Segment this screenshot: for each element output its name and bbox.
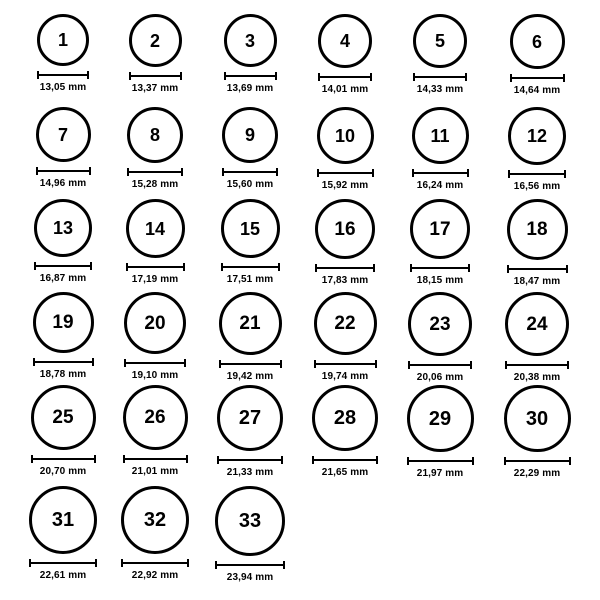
ring-size-entry <box>492 199 582 287</box>
measure-cap-left <box>31 455 33 463</box>
measure-cap-left <box>314 360 316 368</box>
ring-diameter-label: 14,96 mm <box>39 178 87 189</box>
ring-circle <box>508 107 566 165</box>
ring-circle <box>507 199 568 260</box>
ring-diameter-label: 23,94 mm <box>226 572 274 583</box>
ring-circle <box>224 14 277 67</box>
ring-diameter-label: 19,74 mm <box>321 371 369 382</box>
measure-line <box>408 364 472 366</box>
ring-diameter-label: 13,37 mm <box>131 83 179 94</box>
measure-cap-left <box>508 170 510 178</box>
ring-size-label: 15 <box>239 218 261 239</box>
diameter-measure-bar <box>215 561 285 569</box>
ring-size-entry <box>395 385 485 479</box>
measure-line <box>124 362 186 364</box>
ring-circle <box>408 292 472 356</box>
ring-size-label: 16 <box>334 218 356 240</box>
ring-size-entry <box>18 385 108 477</box>
ring-circle <box>124 292 186 354</box>
measure-cap-left <box>412 169 414 177</box>
ring-size-entry <box>205 385 295 478</box>
ring-size-label: 12 <box>526 126 548 146</box>
ring-size-label: 2 <box>149 30 160 51</box>
measure-cap-right <box>563 74 565 82</box>
ring-circle <box>29 486 97 554</box>
measure-cap-left <box>504 457 506 465</box>
ring-circle <box>315 199 375 259</box>
measure-cap-left <box>34 262 36 270</box>
measure-cap-right <box>278 263 280 271</box>
measure-cap-right <box>90 262 92 270</box>
ring-circle <box>314 292 377 355</box>
ring-circle <box>412 107 469 164</box>
ring-circle <box>126 199 185 258</box>
ring-diameter-label: 17,51 mm <box>226 274 274 285</box>
ring-size-entry <box>395 14 485 95</box>
ring-size-label: 24 <box>526 313 548 335</box>
ring-size-entry <box>110 199 200 285</box>
measure-cap-right <box>280 360 282 368</box>
measure-line <box>317 172 374 174</box>
ring-size-entry <box>110 486 200 581</box>
measure-cap-right <box>283 561 285 569</box>
measure-cap-left <box>317 169 319 177</box>
diameter-measure-bar <box>222 168 278 176</box>
measure-cap-right <box>373 264 375 272</box>
diameter-measure-bar <box>34 262 92 270</box>
measure-cap-right <box>181 168 183 176</box>
ring-size-entry <box>395 107 485 191</box>
measure-line <box>412 172 469 174</box>
ring-diameter-label: 16,87 mm <box>39 273 87 284</box>
diameter-measure-bar <box>217 456 283 464</box>
measure-cap-right <box>183 263 185 271</box>
diameter-measure-bar <box>37 71 89 79</box>
ring-diameter-label: 21,97 mm <box>416 468 464 479</box>
measure-cap-left <box>126 263 128 271</box>
ring-diameter-label: 17,83 mm <box>321 275 369 286</box>
measure-line <box>31 458 96 460</box>
ring-size-label: 27 <box>238 407 262 429</box>
measure-cap-left <box>407 457 409 465</box>
measure-cap-right <box>465 73 467 81</box>
measure-cap-left <box>315 264 317 272</box>
measure-line <box>222 171 278 173</box>
ring-size-label: 31 <box>51 509 75 531</box>
diameter-measure-bar <box>36 167 91 175</box>
ring-circle <box>129 14 182 67</box>
measure-cap-right <box>472 457 474 465</box>
ring-diameter-label: 15,92 mm <box>321 180 369 191</box>
measure-cap-right <box>567 361 569 369</box>
measure-cap-left <box>129 72 131 80</box>
measure-line <box>37 74 89 76</box>
measure-cap-left <box>408 361 410 369</box>
measure-line <box>129 75 182 77</box>
ring-circle <box>34 199 92 257</box>
ring-size-label: 19 <box>52 312 74 333</box>
measure-line <box>221 266 280 268</box>
ring-size-label: 18 <box>526 219 548 240</box>
ring-size-entry <box>492 107 582 192</box>
measure-cap-left <box>224 72 226 80</box>
measure-cap-right <box>372 169 374 177</box>
measure-cap-right <box>275 72 277 80</box>
ring-size-label: 3 <box>244 30 255 51</box>
measure-cap-left <box>215 561 217 569</box>
ring-size-label: 17 <box>429 218 451 240</box>
measure-line <box>508 173 566 175</box>
ring-size-entry <box>18 199 108 284</box>
ring-size-label: 11 <box>430 125 450 146</box>
ring-size-label: 33 <box>238 510 262 532</box>
measure-line <box>33 361 94 363</box>
diameter-measure-bar <box>508 170 566 178</box>
diameter-measure-bar <box>510 74 565 82</box>
ring-size-label: 25 <box>52 407 74 428</box>
ring-size-entry <box>110 107 200 190</box>
ring-size-label: 10 <box>334 125 356 146</box>
ring-diameter-label: 21,33 mm <box>226 467 274 478</box>
ring-circle <box>36 107 91 162</box>
ring-circle <box>317 107 374 164</box>
diameter-measure-bar <box>314 360 377 368</box>
measure-cap-right <box>92 358 94 366</box>
measure-line <box>410 267 470 269</box>
diameter-measure-bar <box>408 361 472 369</box>
measure-line <box>510 77 565 79</box>
ring-size-label: 13 <box>52 218 74 238</box>
ring-diameter-label: 18,47 mm <box>513 276 561 287</box>
measure-cap-left <box>121 559 123 567</box>
measure-cap-right <box>94 455 96 463</box>
diameter-measure-bar <box>504 457 571 465</box>
ring-diameter-label: 21,01 mm <box>131 466 179 477</box>
diameter-measure-bar <box>318 73 372 81</box>
ring-diameter-label: 20,06 mm <box>416 372 464 383</box>
measure-cap-right <box>470 361 472 369</box>
measure-line <box>413 76 467 78</box>
ring-size-entry <box>300 292 390 382</box>
measure-cap-left <box>221 263 223 271</box>
diameter-measure-bar <box>413 73 467 81</box>
diameter-measure-bar <box>312 456 378 464</box>
measure-cap-right <box>184 359 186 367</box>
ring-size-label: 30 <box>525 407 549 430</box>
diameter-measure-bar <box>123 455 188 463</box>
measure-cap-right <box>281 456 283 464</box>
diameter-measure-bar <box>124 359 186 367</box>
diameter-measure-bar <box>507 265 568 273</box>
ring-diameter-label: 18,78 mm <box>39 369 87 380</box>
ring-size-label: 9 <box>244 125 255 145</box>
ring-size-label: 6 <box>531 31 542 52</box>
ring-diameter-label: 13,69 mm <box>226 83 274 94</box>
ring-circle <box>219 292 282 355</box>
measure-cap-left <box>510 74 512 82</box>
measure-cap-right <box>467 169 469 177</box>
ring-circle <box>127 107 183 163</box>
ring-size-label: 1 <box>57 30 68 50</box>
ring-circle <box>318 14 372 68</box>
diameter-measure-bar <box>410 264 470 272</box>
diameter-measure-bar <box>221 263 280 271</box>
measure-cap-left <box>124 359 126 367</box>
measure-line <box>215 564 285 566</box>
ring-circle <box>217 385 283 451</box>
ring-circle <box>410 199 470 259</box>
measure-cap-right <box>87 71 89 79</box>
diameter-measure-bar <box>129 72 182 80</box>
diameter-measure-bar <box>127 168 183 176</box>
measure-cap-right <box>276 168 278 176</box>
measure-line <box>123 458 188 460</box>
measure-cap-left <box>413 73 415 81</box>
measure-cap-right <box>375 360 377 368</box>
ring-size-label: 7 <box>57 124 68 145</box>
measure-cap-right <box>180 72 182 80</box>
measure-line <box>126 266 185 268</box>
ring-size-entry <box>300 14 390 95</box>
ring-diameter-label: 14,33 mm <box>416 84 464 95</box>
ring-size-label: 22 <box>334 313 356 334</box>
ring-circle <box>221 199 280 258</box>
ring-size-entry <box>18 107 108 189</box>
measure-line <box>34 265 92 267</box>
ring-diameter-label: 14,01 mm <box>321 84 369 95</box>
ring-diameter-label: 22,61 mm <box>39 570 87 581</box>
measure-line <box>407 460 474 462</box>
diameter-measure-bar <box>121 559 189 567</box>
ring-size-label: 4 <box>339 31 350 51</box>
ring-circle <box>121 486 189 554</box>
measure-cap-left <box>222 168 224 176</box>
ring-size-label: 5 <box>434 31 445 51</box>
measure-line <box>36 170 91 172</box>
ring-size-entry <box>300 107 390 191</box>
measure-cap-right <box>468 264 470 272</box>
ring-circle <box>31 385 96 450</box>
measure-cap-left <box>507 265 509 273</box>
diameter-measure-bar <box>219 360 282 368</box>
ring-circle <box>312 385 378 451</box>
ring-size-entry <box>110 385 200 477</box>
measure-line <box>219 363 282 365</box>
ring-size-label: 28 <box>333 407 357 429</box>
measure-line <box>121 562 189 564</box>
measure-cap-left <box>318 73 320 81</box>
measure-line <box>318 76 372 78</box>
ring-size-label: 21 <box>239 313 261 334</box>
measure-line <box>315 267 375 269</box>
measure-cap-left <box>37 71 39 79</box>
ring-diameter-label: 22,92 mm <box>131 570 179 581</box>
ring-size-entry <box>300 385 390 478</box>
ring-size-entry <box>395 199 485 286</box>
measure-cap-right <box>566 265 568 273</box>
ring-circle <box>413 14 467 68</box>
measure-line <box>224 75 277 77</box>
ring-size-entry <box>205 292 295 382</box>
ring-size-entry <box>18 292 108 380</box>
measure-cap-left <box>217 456 219 464</box>
ring-size-entry <box>395 292 485 383</box>
ring-size-entry <box>205 486 295 583</box>
measure-line <box>504 460 571 462</box>
ring-circle <box>505 292 569 356</box>
ring-size-entry <box>205 14 295 94</box>
diameter-measure-bar <box>317 169 374 177</box>
diameter-measure-bar <box>224 72 277 80</box>
ring-size-entry <box>492 292 582 383</box>
measure-cap-left <box>505 361 507 369</box>
ring-diameter-label: 18,15 mm <box>416 275 464 286</box>
measure-cap-right <box>187 559 189 567</box>
ring-circle <box>33 292 94 353</box>
diameter-measure-bar <box>412 169 469 177</box>
ring-size-label: 20 <box>144 312 166 334</box>
measure-cap-left <box>36 167 38 175</box>
ring-diameter-label: 13,05 mm <box>39 82 87 93</box>
ring-size-entry <box>205 107 295 190</box>
measure-cap-right <box>376 456 378 464</box>
measure-cap-left <box>312 456 314 464</box>
diameter-measure-bar <box>407 457 474 465</box>
measure-cap-right <box>569 457 571 465</box>
measure-cap-right <box>564 170 566 178</box>
ring-circle <box>222 107 278 163</box>
measure-cap-right <box>89 167 91 175</box>
diameter-measure-bar <box>126 263 185 271</box>
ring-size-entry <box>492 385 582 479</box>
measure-line <box>127 171 183 173</box>
ring-size-label: 26 <box>144 407 166 428</box>
ring-size-label: 14 <box>144 218 166 239</box>
diameter-measure-bar <box>31 455 96 463</box>
ring-circle <box>504 385 571 452</box>
diameter-measure-bar <box>315 264 375 272</box>
ring-diameter-label: 20,70 mm <box>39 466 87 477</box>
ring-size-label: 23 <box>429 313 451 335</box>
ring-diameter-label: 17,19 mm <box>131 274 179 285</box>
measure-cap-right <box>95 559 97 567</box>
measure-cap-left <box>123 455 125 463</box>
ring-diameter-label: 15,28 mm <box>131 179 179 190</box>
ring-circle <box>123 385 188 450</box>
ring-circle <box>37 14 89 66</box>
ring-size-entry <box>110 14 200 94</box>
measure-line <box>312 459 378 461</box>
measure-line <box>29 562 97 564</box>
measure-line <box>217 459 283 461</box>
measure-cap-left <box>33 358 35 366</box>
measure-cap-right <box>370 73 372 81</box>
measure-line <box>314 363 377 365</box>
measure-cap-left <box>219 360 221 368</box>
ring-size-entry <box>110 292 200 381</box>
measure-line <box>505 364 569 366</box>
measure-cap-left <box>410 264 412 272</box>
ring-size-label: 32 <box>143 509 167 531</box>
ring-diameter-label: 19,42 mm <box>226 371 274 382</box>
ring-diameter-label: 16,56 mm <box>513 181 561 192</box>
ring-diameter-label: 16,24 mm <box>416 180 464 191</box>
ring-diameter-label: 15,60 mm <box>226 179 274 190</box>
ring-size-entry <box>300 199 390 286</box>
ring-diameter-label: 21,65 mm <box>321 467 369 478</box>
ring-circle <box>407 385 474 452</box>
ring-diameter-label: 22,29 mm <box>513 468 561 479</box>
ring-size-entry <box>18 486 108 581</box>
ring-diameter-label: 14,64 mm <box>513 85 561 96</box>
ring-size-entry <box>18 14 108 93</box>
ring-diameter-label: 19,10 mm <box>131 370 179 381</box>
diameter-measure-bar <box>33 358 94 366</box>
measure-cap-left <box>29 559 31 567</box>
ring-size-entry <box>205 199 295 285</box>
diameter-measure-bar <box>505 361 569 369</box>
ring-circle <box>510 14 565 69</box>
measure-line <box>507 268 568 270</box>
diameter-measure-bar <box>29 559 97 567</box>
measure-cap-left <box>127 168 129 176</box>
ring-circle <box>215 486 285 556</box>
ring-size-label: 29 <box>428 407 452 430</box>
ring-size-entry <box>492 14 582 96</box>
ring-size-label: 8 <box>149 125 160 145</box>
measure-cap-right <box>186 455 188 463</box>
ring-diameter-label: 20,38 mm <box>513 372 561 383</box>
